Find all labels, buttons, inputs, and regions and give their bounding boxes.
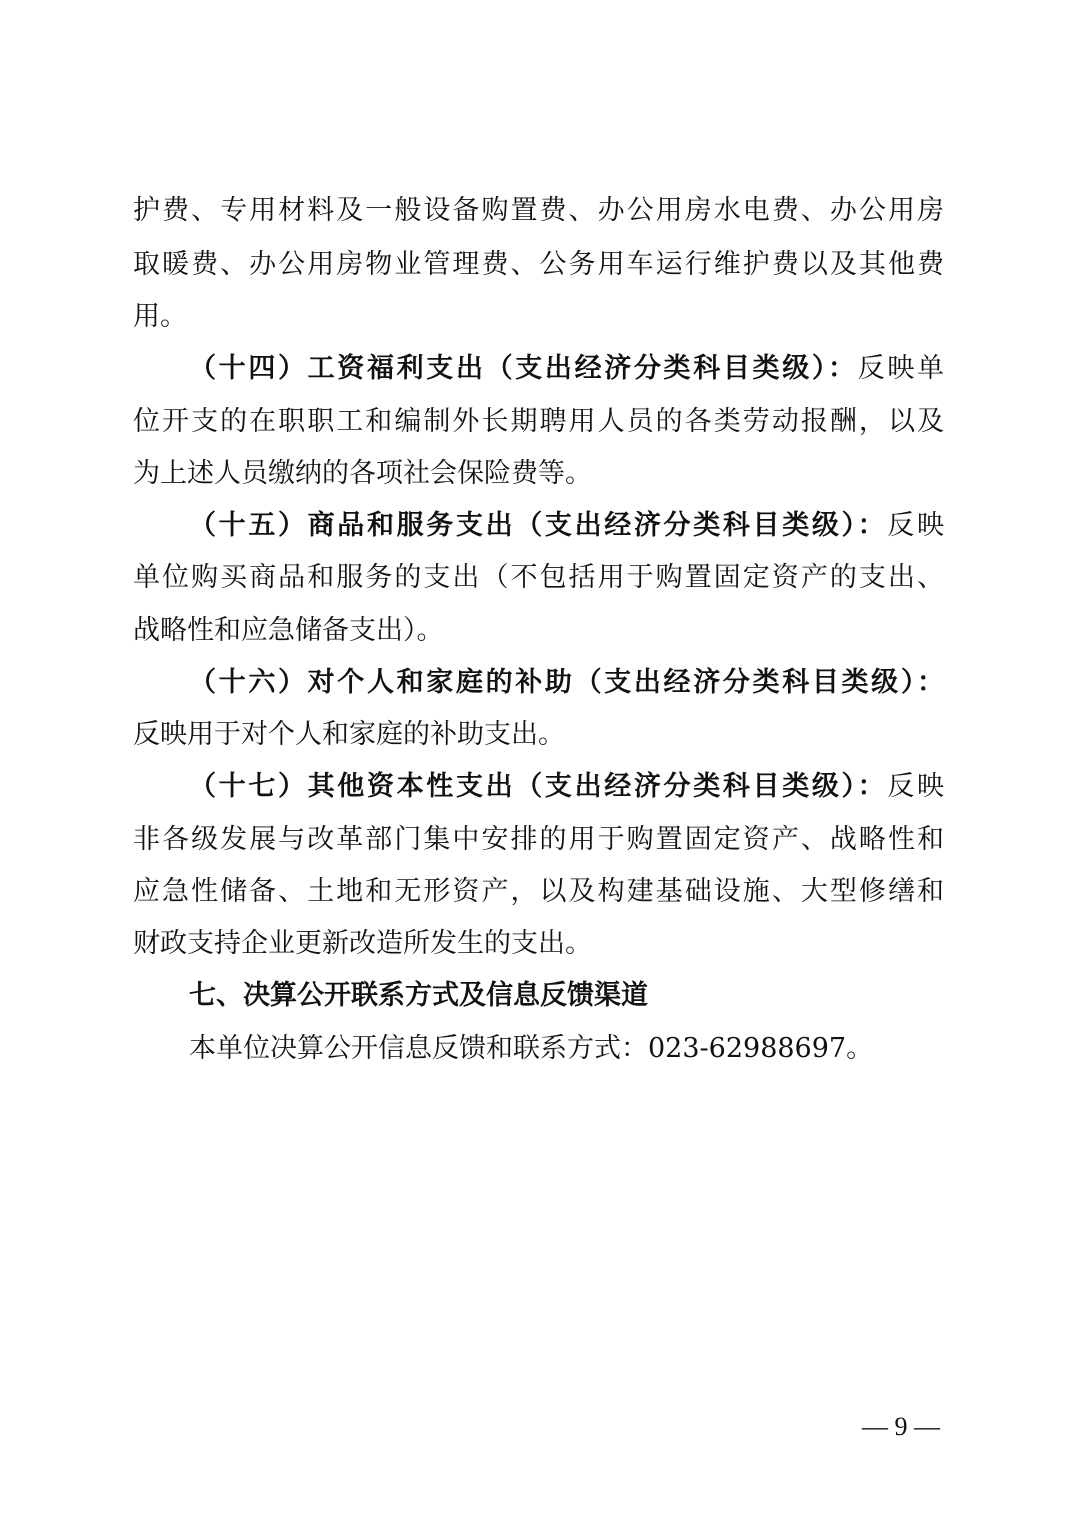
- section-15-text-start: 反映: [887, 510, 945, 541]
- section-16-line-2: 反映用于对个人和家庭的补助支出。: [133, 719, 565, 750]
- section-14-text-start: 反映单: [857, 353, 945, 384]
- text-line-1: 护费、专用材料及一般设备购置费、办公用房水电费、办公用房: [133, 195, 944, 226]
- page-number: — 9 —: [862, 1412, 940, 1441]
- section-17-title: （十七）其他资本性支出（支出经济分类科目类级）：: [189, 771, 888, 802]
- section-15-line-1: [189, 501, 944, 551]
- section-14-line-1: [189, 344, 944, 394]
- section-17-line-1: [189, 762, 944, 812]
- section-14-line-2: 位开支的在职职工和编制外长期聘用人员的各类劳动报酬，以及: [133, 406, 944, 437]
- section-16-title: （十六）对个人和家庭的补助（支出经济分类科目类级）：: [189, 667, 944, 698]
- section-15-line-3: 战略性和应急储备支出）。: [133, 615, 444, 646]
- section-14-line-3: 为上述人员缴纳的各项社会保险费等。: [133, 458, 592, 489]
- section-15-line-2: 单位购买商品和服务的支出（不包括用于购置固定资产的支出、: [133, 562, 944, 593]
- text-line-3: 用。: [133, 301, 187, 332]
- section-17-line-4: 财政支持企业更新改造所发生的支出。: [133, 928, 592, 959]
- section-15-title: （十五）商品和服务支出（支出经济分类科目类级）：: [189, 510, 888, 541]
- section-17-line-2: 非各级发展与改革部门集中安排的用于购置固定资产、战略性和: [133, 824, 944, 855]
- section-17-text-start: 反映: [887, 771, 945, 802]
- text-line-2: 取暖费、办公用房物业管理费、公务用车运行维护费以及其他费: [133, 249, 944, 280]
- section-16-line-1: [189, 658, 944, 708]
- section-17-line-3: 应急性储备、土地和无形资产，以及构建基础设施、大型修缮和: [133, 876, 944, 907]
- section-14-title: （十四）工资福利支出（支出经济分类科目类级）：: [189, 353, 858, 384]
- contact-info-line: 本单位决算公开信息反馈和联系方式：023-62988697。: [189, 1033, 874, 1064]
- section-7-heading: 七、决算公开联系方式及信息反馈渠道: [189, 980, 648, 1011]
